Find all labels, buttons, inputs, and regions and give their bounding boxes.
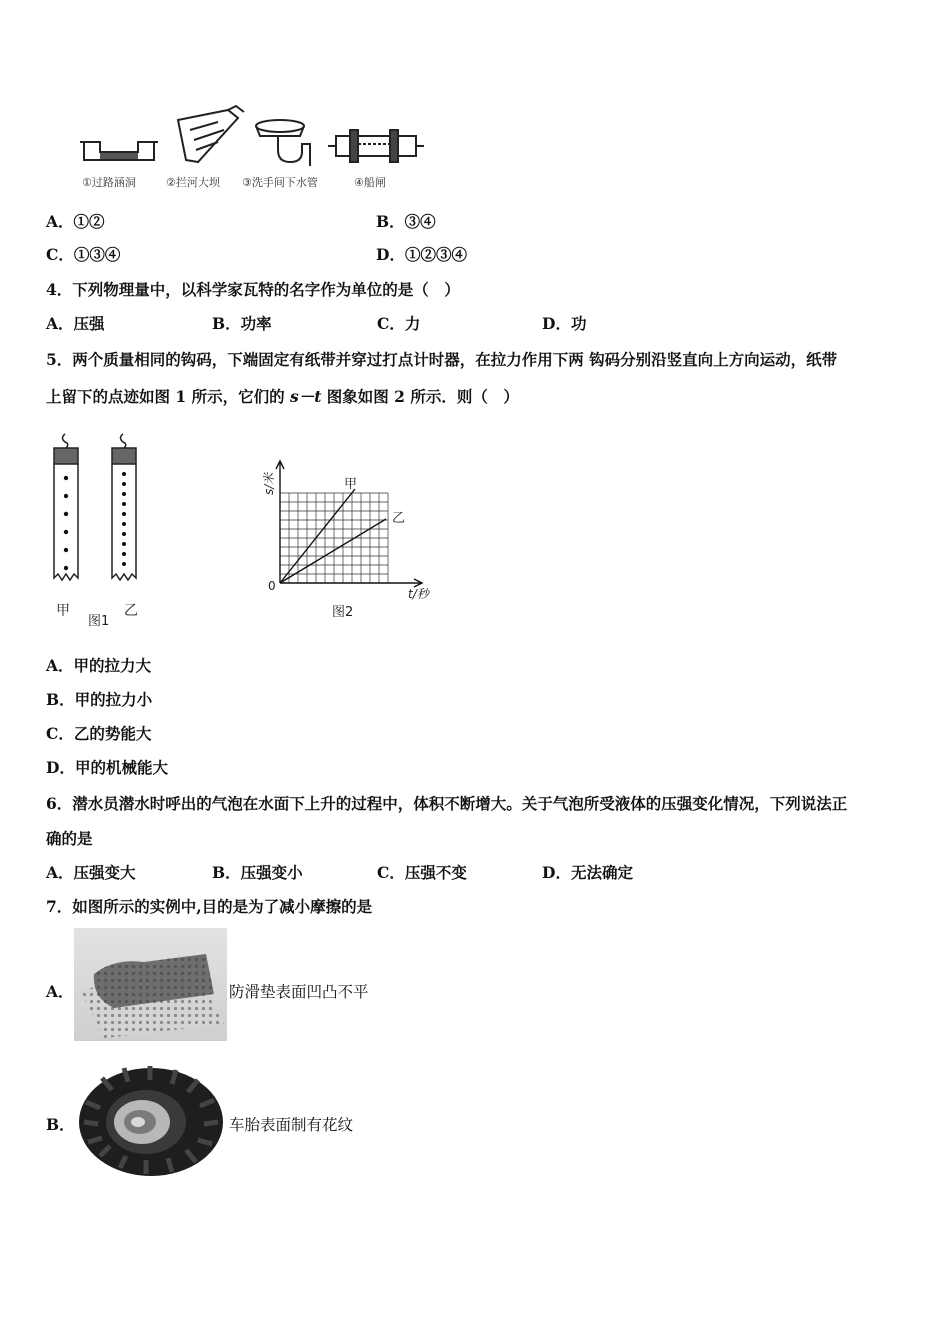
- q6-option-b: B．压强变小: [212, 863, 303, 882]
- q4-option-b: B．功率: [212, 314, 272, 333]
- st-graph: [258, 455, 458, 595]
- q6-stem-line2: 确的是: [46, 829, 93, 848]
- q6-stem-line1: 6．潜水员潜水时呼出的气泡在水面下上升的过程中，体积不断增大。关于气泡所受液体的压强变化情况，下列说法正: [46, 794, 848, 813]
- q3-option-d: D．①②③④: [376, 245, 467, 264]
- ticker-tape-drawing: [40, 430, 160, 595]
- q6-option-d: D．无法确定: [542, 863, 633, 882]
- line-jia: [280, 489, 355, 583]
- q7-option-a-letter: A．: [46, 982, 74, 1001]
- q5-stem-line1: 5．两个质量相同的钩码，下端固定有纸带并穿过打点计时器，在拉力作用下两 钩码分别沿竖直向上方向运动，纸带: [46, 350, 838, 369]
- q6-option-a: A．压强变大: [46, 863, 136, 882]
- q4-option-d: D．功: [542, 314, 587, 333]
- q3-option-a: A．①②: [46, 212, 105, 231]
- fig2-caption: 图2: [332, 605, 354, 620]
- q5-option-b: B．甲的拉力小: [46, 690, 153, 709]
- top-figure-drawings: [78, 100, 428, 170]
- q7-option-b-text: 车胎表面制有花纹: [229, 1116, 354, 1134]
- q5-option-a: A．甲的拉力大: [46, 656, 152, 675]
- figure-caption-3: ③洗手间下水管: [242, 176, 318, 189]
- q5-option-c: C．乙的势能大: [46, 724, 152, 743]
- fig2-label-yi: 乙: [392, 511, 406, 526]
- q5-figure2: [258, 455, 458, 625]
- fig1-label-yi: 乙: [124, 603, 138, 619]
- fig2-xlabel: t/秒: [408, 587, 429, 601]
- q3-option-b: B．③④: [376, 212, 436, 231]
- q5-option-d: D．甲的机械能大: [46, 758, 168, 777]
- q5-formula: s－t: [289, 387, 322, 406]
- q5-stem-line2: 上留下的点迹如图 1 所示，它们的 s－t 图象如图 2 所示．则（ ）: [46, 387, 519, 406]
- figure-caption-4: ④船闸: [354, 176, 386, 189]
- q7-option-b-letter: B．: [46, 1115, 75, 1134]
- q3-option-c: C．①③④: [46, 245, 121, 264]
- anti-slip-mat-image: [74, 928, 227, 1041]
- figure-caption-1: ①过路涵洞: [82, 176, 136, 189]
- top-figure: [78, 100, 428, 190]
- q4-option-c: C．力: [377, 314, 421, 333]
- q7-stem: 7．如图所示的实例中,目的是为了减小摩擦的是: [46, 897, 373, 916]
- q7-option-a-text: 防滑垫表面凹凸不平: [229, 983, 369, 1001]
- fig2-origin: 0: [268, 579, 276, 593]
- figure-caption-2: ②拦河大坝: [166, 176, 220, 189]
- fig2-label-jia: 甲: [344, 477, 358, 492]
- fig1-caption: 图1: [88, 614, 110, 629]
- fig1-label-jia: 甲: [56, 603, 70, 619]
- fig2-ylabel: s/米: [262, 472, 276, 495]
- q6-option-c: C．压强不变: [377, 863, 467, 882]
- q4-stem: 4．下列物理量中，以科学家瓦特的名字作为单位的是（ ）: [46, 280, 460, 299]
- tire-image: [76, 1062, 226, 1178]
- q4-option-a: A．压强: [46, 314, 105, 333]
- q5-figure1: [40, 430, 160, 630]
